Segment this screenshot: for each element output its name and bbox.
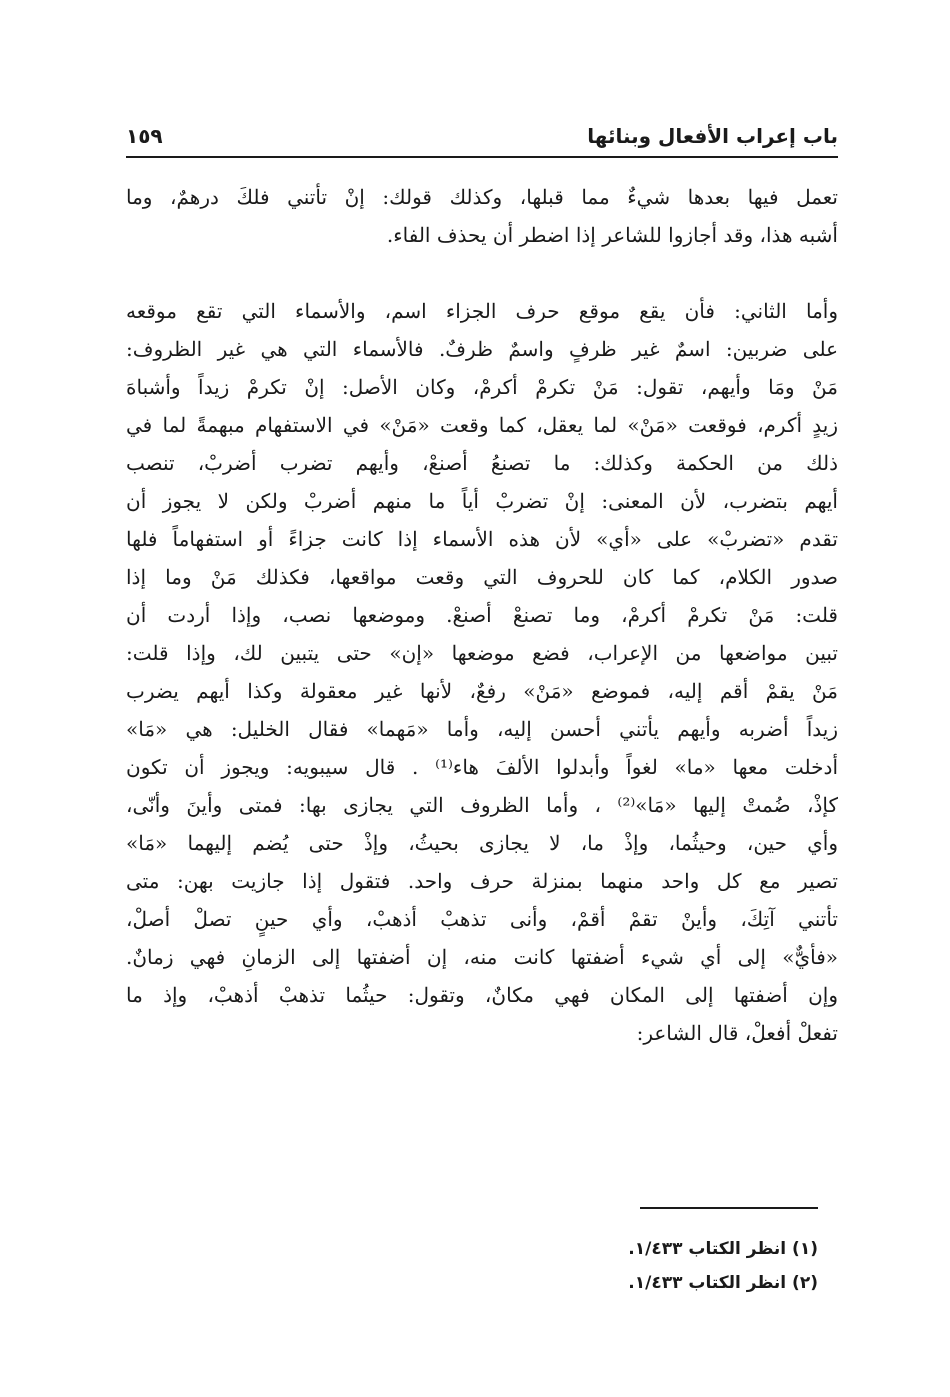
text-line: كإذْ، ضُمتْ إليها «مَا»⁽²⁾ ، وأما الظروف التي يجازى بها: فمتى وأينَ وأنّى، (126, 793, 838, 817)
text-line: مَنْ يقمْ أقم إليه، فموضع «مَنْ» رفعٌ، لأنها غير معقولة وكذا أيهم يضرب (126, 679, 838, 703)
text-line: تقدم «تضربْ» على «أي» لأن هذه الأسماء إذا كانت جزاءً أو استفهاماً فلها (126, 527, 838, 551)
text-line: أشبه هذا، وقد أجازوا للشاعر إذا اضطر أن يحذف الفاء. (386, 223, 838, 247)
text-line: تصير مع كل واحد منهما بمنزلة حرف واحد. فتقول إذا جازيت بهن: متى (126, 869, 838, 893)
main-text (126, 178, 838, 1052)
text-line: ذلك من الحكمة وكذلك: ما تصنعُ أصنعْ، وأيهم تضرب أضربْ، تنصب (126, 451, 838, 475)
chapter-title: باب إعراب الأفعال وبنائها (587, 124, 838, 148)
text-line: تبين مواضعها من الإعراب، فضع موضعها «إن» حتى يتبين لك، وإذا قلت: (126, 641, 838, 665)
page-number: ١٥٩ (126, 124, 163, 148)
footnote-1: (١) انظر الكتاب ١/٤٣٣. (628, 1239, 818, 1259)
text-line: وإن أضفتها إلى المكان فهي مكانٌ، وتقول: حيثُما تذهبْ أذهبْ، وإذ ما (126, 983, 838, 1007)
text-line: زيداً أضربه وأيهم يأتني أحسن إليه، وأما «مَهما» فقال الخليل: هي «مَا» (126, 717, 838, 741)
footnotes (418, 1232, 818, 1300)
text-line: مَنْ ومَا وأيهم، تقول: مَنْ تكرمْ أكرمْ، وكان الأصل: إنْ تكرمْ زيداً وأشباهَ (126, 375, 838, 399)
footnote-divider (640, 1207, 818, 1209)
text-line: تفعلْ أفعلْ، قال الشاعر: (636, 1021, 838, 1045)
footnote-2: (٢) انظر الكتاب ١/٤٣٣. (628, 1273, 818, 1293)
header-divider (126, 156, 838, 158)
text-line: أدخلت معها «ما» لغواً وأبدلوا الألفَ هاء⁽¹⁾ . قال سيبويه: ويجوز أن تكون (126, 755, 838, 779)
text-line: زيدٍ أكرم، فوقعت «مَنْ» لما يعقل، كما وقعت «مَنْ» في الاستفهام مبهمةً لما في (126, 413, 838, 437)
text-line: وأما الثاني: فأن يقع موقع حرف الجزاء اسم، والأسماء التي تقع موقعه (126, 299, 838, 323)
text-line: وأي حين، وحيثُما، وإذْ ما، لا يجازى بحيثُ، وإذْ حتى يُضم إليهما «مَا» (126, 831, 838, 855)
paragraph-1 (126, 178, 838, 254)
running-header (126, 118, 838, 154)
paragraph-2 (126, 292, 838, 1052)
text-line: تأتني آتِكَ، وأينْ تقمْ أقمْ، وأنى تذهبْ أذهبْ، وأي حينٍ تصلْ أصلْ، (126, 907, 838, 931)
text-line: صدور الكلام، كما كان للحروف التي وقعت مواقعها، فكذلك مَنْ وما إذا (126, 565, 838, 589)
text-line: «فأيٌّ» إلى أي شيء أضفتها كانت منه، إن أضفتها إلى الزمانِ فهي زمانٌ. (126, 945, 838, 969)
text-line: قلت: مَنْ تكرمْ أكرمْ، وما تصنعْ أصنعْ. وموضعها نصب، وإذا أردت أن (126, 603, 838, 627)
text-line: على ضربين: اسمٌ غير ظرفٍ واسمٌ ظرفٌ. فالأسماء التي هي غير الظروف: (126, 337, 838, 361)
paragraph-gap (126, 254, 838, 292)
text-line: تعمل فيها بعدها شيءٌ مما قبلها، وكذلك قولك: إنْ تأتني فلكَ درهمٌ، وما (126, 185, 838, 209)
text-line: أيهم بتضرب، لأن المعنى: إنْ تضربْ أياً ما منهم أضربْ ولكن لا يجوز أن (126, 489, 838, 513)
